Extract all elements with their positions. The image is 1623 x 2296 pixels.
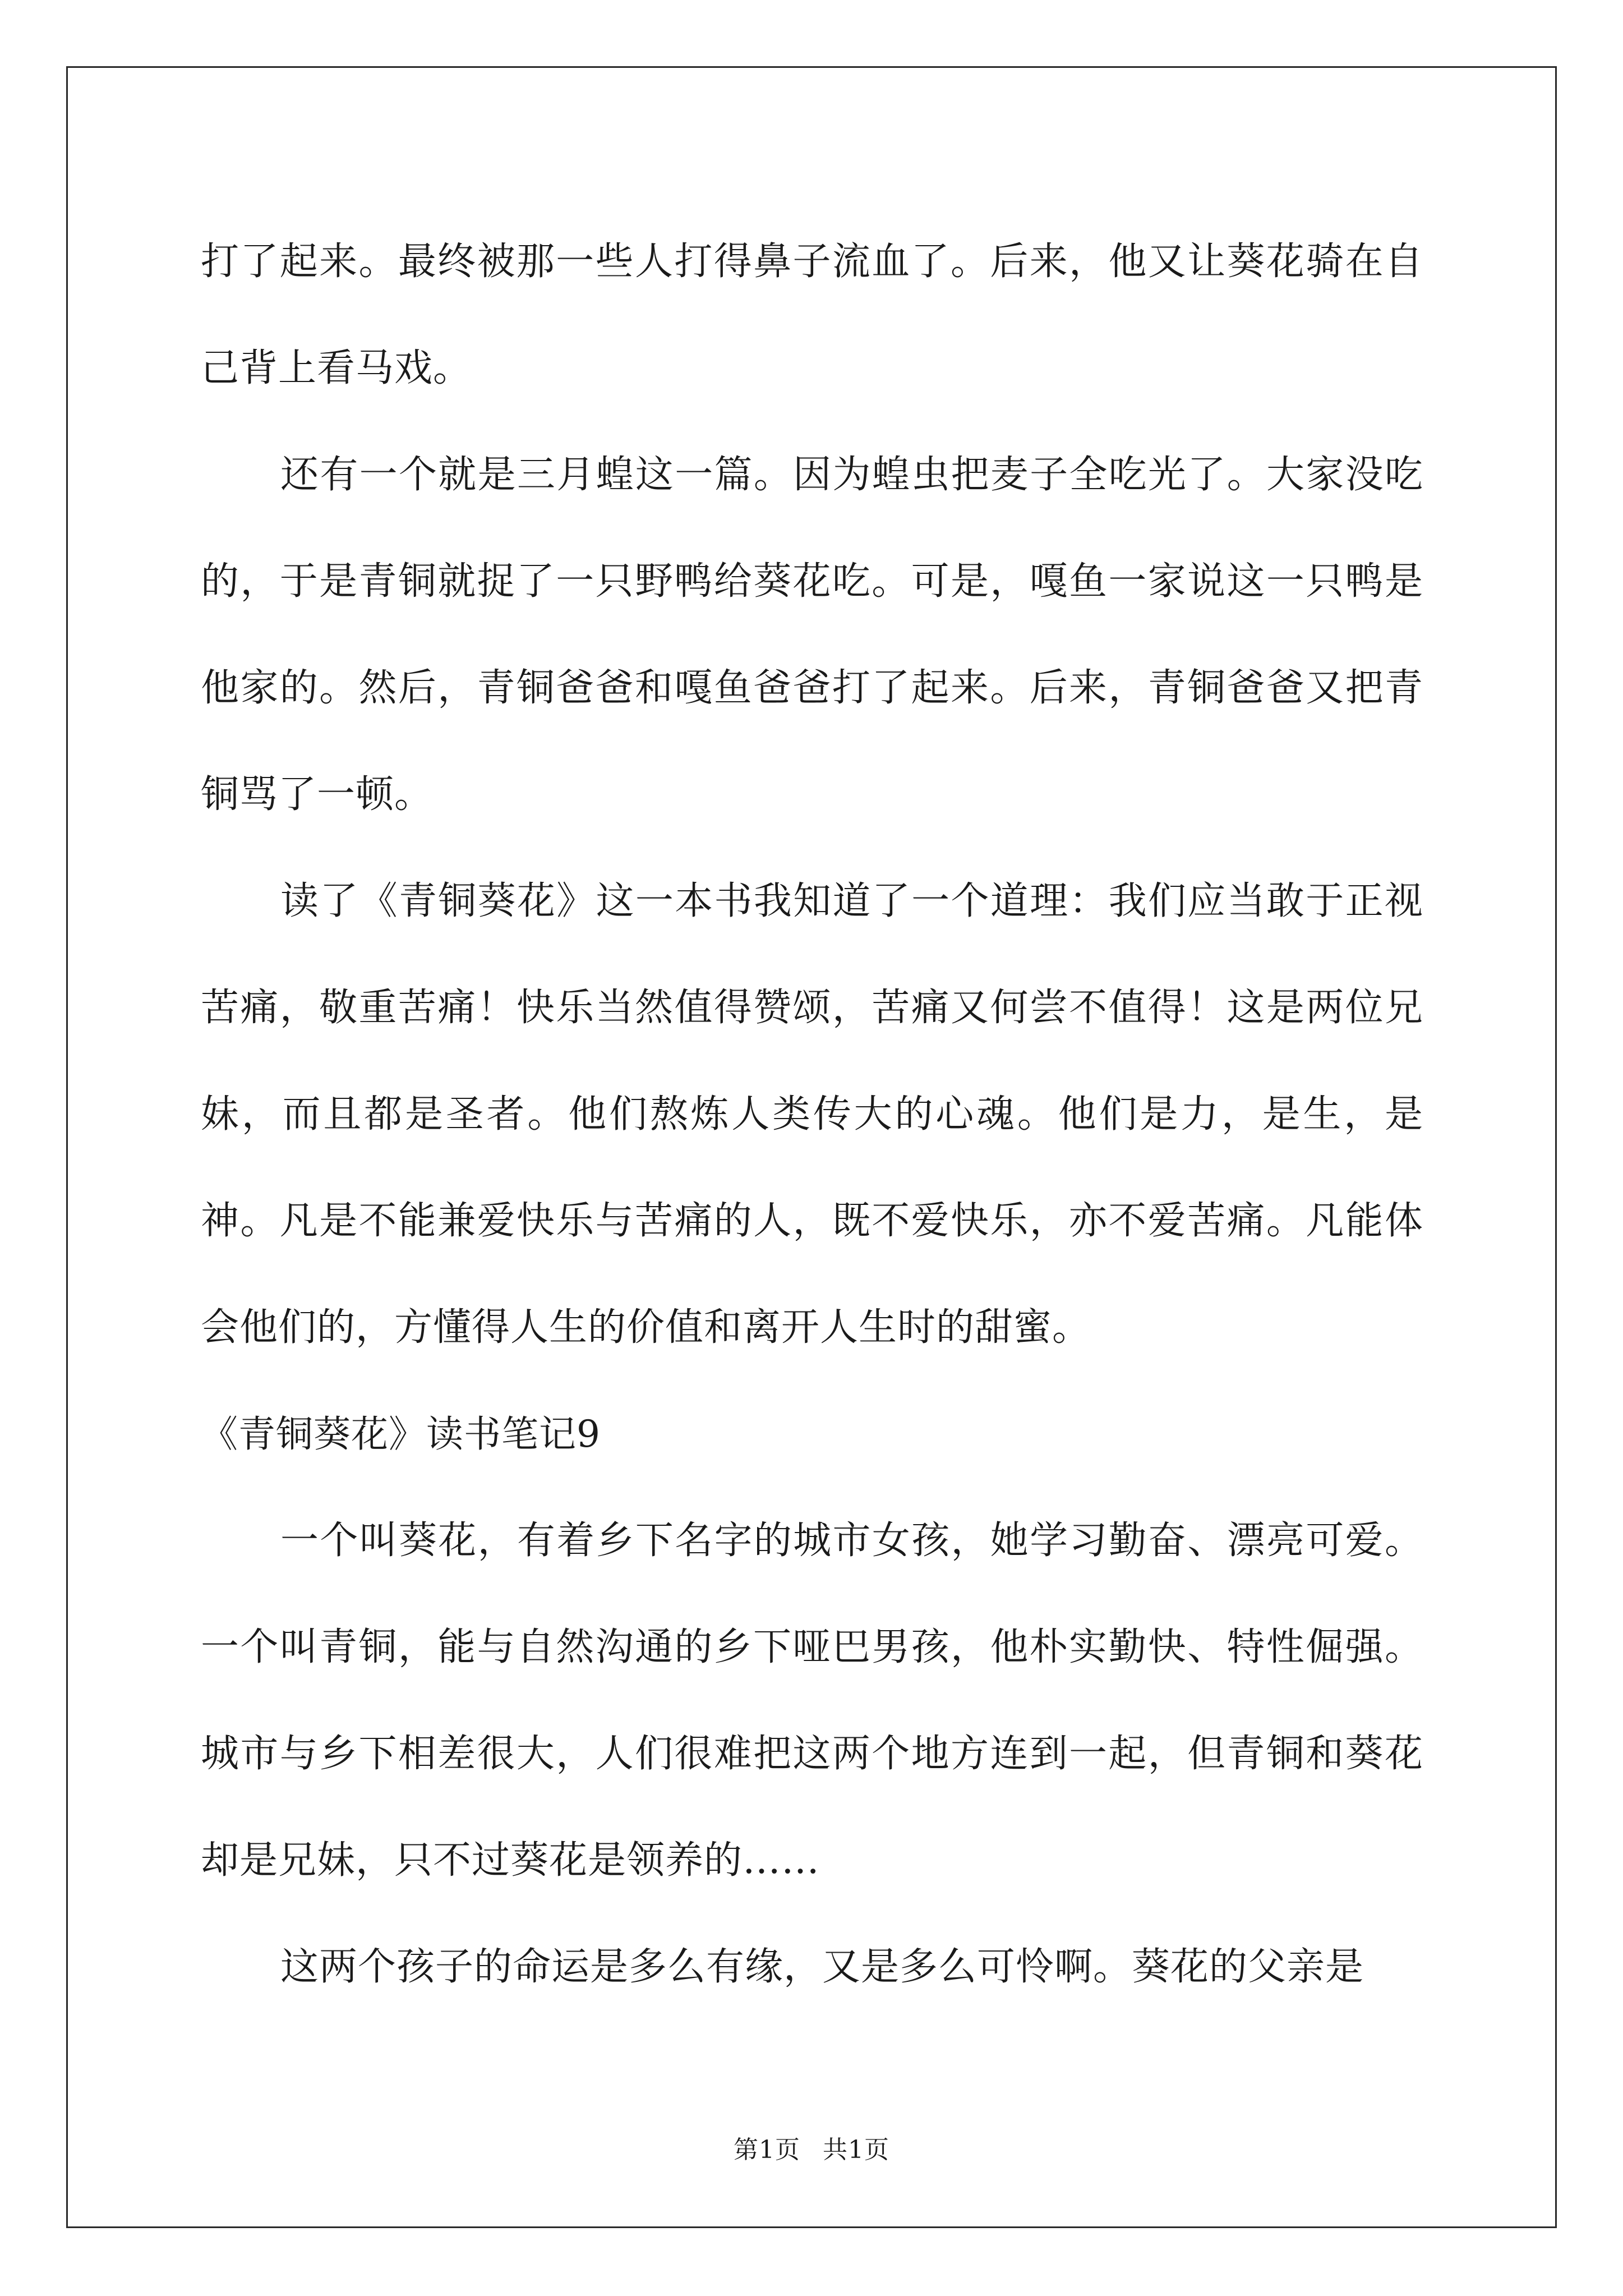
page-number: 第1页: [734, 2136, 800, 2164]
section-heading: 《青铜葵花》读书笔记9: [201, 1412, 601, 1456]
page-total: 共1页: [823, 2136, 889, 2164]
paragraph-2: 还有一个就是三月蝗这一篇。因为蝗虫把麦子全吃光了。大家没吃的，于是青铜就捉了一只野鸭给葵花吃。可是，嘎鱼一家说这一只鸭是他家的。然后，青铜爸爸和嘎鱼爸爸打了起来。后来，青铜爸爸又把青铜骂了一顿。: [201, 453, 1423, 817]
page-footer: [0, 2129, 1623, 2165]
paragraph-4: 一个叫葵花，有着乡下名字的城市女孩，她学习勤奋、漂亮可爱。一个叫青铜，能与自然沟通的乡下哑巴男孩，他朴实勤快、特性倔强。城市与乡下相差很大，人们很难把这两个地方连到一起，但青铜和葵花却是兄妹，只不过葵花是领养的……: [201, 1519, 1423, 1883]
paragraph-5: 这两个孩子的命运是多么有缘，又是多么可怜啊。葵花的父亲是: [280, 1945, 1364, 1989]
paragraph-1: 打了起来。最终被那一些人打得鼻子流血了。后来，他又让葵花骑在自己背上看马戏。: [201, 240, 1423, 390]
paragraph-3: 读了《青铜葵花》这一本书我知道了一个道理：我们应当敢于正视苦痛，敬重苦痛！快乐当然值得赞颂，苦痛又何尝不值得！这是两位兄妹，而且都是圣者。他们熬炼人类传大的心魂。他们是力，是生，是神。凡是不能兼爱快乐与苦痛的人，既不爱快乐，亦不爱苦痛。凡能体会他们的，方懂得人生的价值和离开人生时的甜蜜。: [201, 879, 1423, 1350]
document-body: [201, 209, 1423, 2021]
